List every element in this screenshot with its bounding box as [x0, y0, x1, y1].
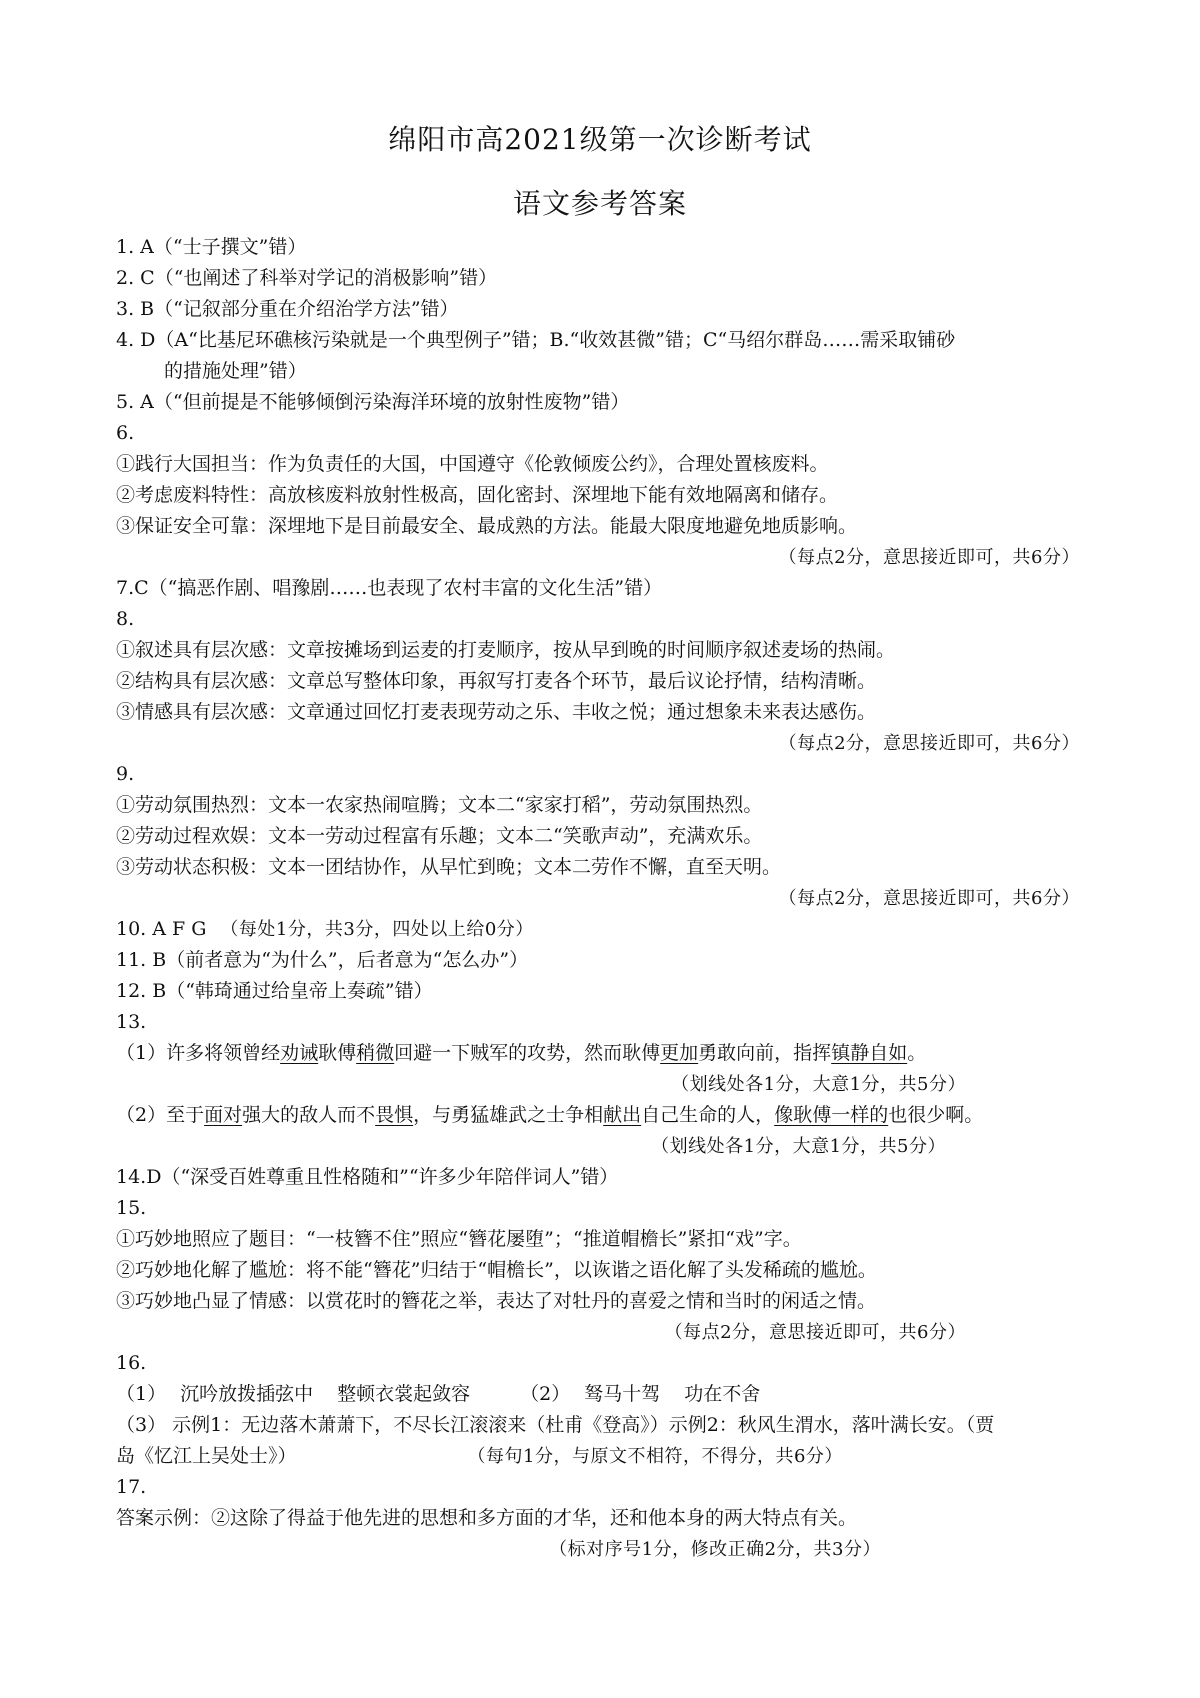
- answer-6-score: （每点2分，意思接近即可，共6分）: [778, 547, 1080, 568]
- answer-13-number: 13.: [116, 1011, 147, 1033]
- answer-16-number: 16.: [116, 1352, 147, 1374]
- answer-6-number: 6.: [116, 422, 135, 444]
- dictation-answer: 驽马十驾: [584, 1383, 661, 1405]
- translation-text: 强大的敌人而不: [242, 1104, 376, 1126]
- answer-14: 14.D（“深受百姓尊重且性格随和”“许多少年陪伴词人”错）: [116, 1166, 619, 1188]
- answer-8-number: 8.: [116, 608, 135, 630]
- page-title: 绵阳市高2021级第一次诊断考试: [388, 123, 812, 156]
- answer-15-score: （每点2分，意思接近即可，共6分）: [664, 1322, 966, 1343]
- answer-9-point1: ①劳动氛围热烈：文本一农家热闹喧腾；文本二“家家打稻”，劳动氛围热烈。: [116, 794, 763, 816]
- answer-12: 12. B（“韩琦通过给皇帝上奏疏”错）: [116, 980, 433, 1002]
- answer-8-point3: ③情感具有层次感：文章通过回忆打麦表现劳动之乐、丰收之悦；通过想象未来表达感伤。: [116, 701, 877, 723]
- answer-6-point2: ②考虑废料特性：高放核废料放射性极高，固化密封、深埋地下能有效地隔离和储存。: [116, 484, 839, 506]
- underlined-keyword: 镇静自如: [831, 1042, 908, 1064]
- answer-8-point2: ②结构具有层次感：文章总写整体印象，再叙写打麦各个环节，最后议论抒情，结构清晰。: [116, 670, 877, 692]
- translation-text: 勇敢向前，指挥: [698, 1042, 832, 1064]
- underlined-keyword: 畏惧: [375, 1104, 414, 1126]
- dictation-answer: 整顿衣裳起敛容: [337, 1383, 471, 1405]
- dictation-answer: 沉吟放拨插弦中: [180, 1383, 314, 1405]
- answer-15-point3: ③巧妙地凸显了情感：以赏花时的簪花之举，表达了对牡丹的喜爱之情和当时的闲适之情。: [116, 1290, 877, 1312]
- answer-1: 1. A（“士子撰文”错）: [116, 236, 307, 258]
- underlined-keyword: 更加: [660, 1042, 699, 1064]
- translation-text: （1）许多将领曾经: [116, 1042, 281, 1064]
- answer-8-score: （每点2分，意思接近即可，共6分）: [778, 733, 1080, 754]
- underlined-keyword: 稍微: [356, 1042, 395, 1064]
- answer-9-score: （每点2分，意思接近即可，共6分）: [778, 888, 1080, 909]
- answer-3: 3. B（“记叙部分重在介绍治学方法”错）: [116, 298, 459, 320]
- underlined-keyword: 劝诫: [280, 1042, 319, 1064]
- answer-6-point1: ①践行大国担当：作为负责任的大国，中国遵守《伦敦倾废公约》，合理处置核废料。: [116, 453, 829, 475]
- answer-2: 2. C（“也阐述了科举对学记的消极影响”错）: [116, 267, 498, 289]
- answer-13-translation-1: [116, 1038, 1096, 1069]
- answer-15-number: 15.: [116, 1197, 147, 1219]
- answer-16-line1: [116, 1379, 1096, 1410]
- translation-text: ，与勇猛雄武之士争相: [413, 1104, 604, 1126]
- sub-question-label: （2）: [520, 1383, 571, 1405]
- underlined-keyword: 面对: [204, 1104, 243, 1126]
- translation-text: （2）至于: [116, 1104, 205, 1126]
- answer-16-score: （每句1分，与原文不相符，不得分，共6分）: [476, 1446, 843, 1467]
- underlined-keyword: 献出: [603, 1104, 642, 1126]
- answer-17-number: 17.: [116, 1476, 147, 1498]
- translation-text: 回避一下贼军的攻势，然而耿傅: [394, 1042, 661, 1064]
- dictation-answer: 功在不舍: [684, 1383, 761, 1405]
- underlined-keyword: 像耿傅一样的: [774, 1104, 889, 1126]
- answer-9-point2: ②劳动过程欢娱：文本一劳动过程富有乐趣；文本二“笑歌声动”，充满欢乐。: [116, 825, 763, 847]
- answer-9-number: 9.: [116, 763, 135, 785]
- translation-text: 也很少啊。: [888, 1104, 984, 1126]
- answer-16-line2: （3） 示例1：无边落木萧萧下，不尽长江滚滚来（杜甫《登高》）示例2：秋风生渭水，落叶满长安。（贾: [116, 1414, 995, 1436]
- answer-list: [116, 232, 1096, 1565]
- translation-text: 耿傅: [318, 1042, 357, 1064]
- answer-7: 7.C（“搞恶作剧、唱豫剧……也表现了农村丰富的文化生活”错）: [116, 577, 663, 599]
- page-subtitle: 语文参考答案: [512, 187, 687, 220]
- answer-17-score: （标对序号1分，修改正确2分，共3分）: [549, 1539, 881, 1560]
- dictation-answer: 岛《忆江上吴处士》）: [116, 1445, 297, 1467]
- answer-16-line3: [116, 1441, 1096, 1472]
- answer-4-line2: 的措施处理”错）: [164, 360, 307, 382]
- answer-15-point2: ②巧妙地化解了尴尬：将不能“簪花”归结于“帽檐长”，以诙谐之语化解了头发稀疏的尴尬。: [116, 1259, 877, 1281]
- answer-15-point1: ①巧妙地照应了题目：“一枝簪不住”照应“簪花屡堕”；“推道帽檐长”紧扣“戏”字。: [116, 1228, 802, 1250]
- answer-8-point1: ①叙述具有层次感：文章按摊场到运麦的打麦顺序，按从早到晚的时间顺序叙述麦场的热闹。: [116, 639, 896, 661]
- answer-10-text: 10. A F G: [116, 918, 207, 940]
- answer-13-score-2: （划线处各1分，大意1分，共5分）: [651, 1136, 946, 1157]
- answer-10-score: （每处1分，共3分，四处以上给0分）: [220, 919, 534, 940]
- answer-10: [116, 914, 1096, 945]
- answer-9-point3: ③劳动状态积极：文本一团结协作，从早忙到晚；文本二劳作不懈，直至天明。: [116, 856, 782, 878]
- answer-13-score-1: （划线处各1分，大意1分，共5分）: [671, 1074, 966, 1095]
- answer-17-text: 答案示例：②这除了得益于他先进的思想和多方面的才华，还和他本身的两大特点有关。: [116, 1507, 858, 1529]
- translation-text: 。: [907, 1042, 927, 1064]
- answer-6-point3: ③保证安全可靠：深埋地下是目前最安全、最成熟的方法。能最大限度地避免地质影响。: [116, 515, 858, 537]
- answer-4-line1: 4. D（A“比基尼环礁核污染就是一个典型例子”错；B.“收效甚微”错；C“马绍尔群岛……需采取铺砂: [116, 329, 956, 351]
- answer-13-translation-2: [116, 1100, 1096, 1131]
- answer-5: 5. A（“但前提是不能够倾倒污染海洋环境的放射性废物”错）: [116, 391, 630, 413]
- answer-11: 11. B（前者意为“为什么”，后者意为“怎么办”）: [116, 949, 529, 971]
- translation-text: 自己生命的人，: [641, 1104, 775, 1126]
- sub-question-label: （1）: [116, 1383, 167, 1405]
